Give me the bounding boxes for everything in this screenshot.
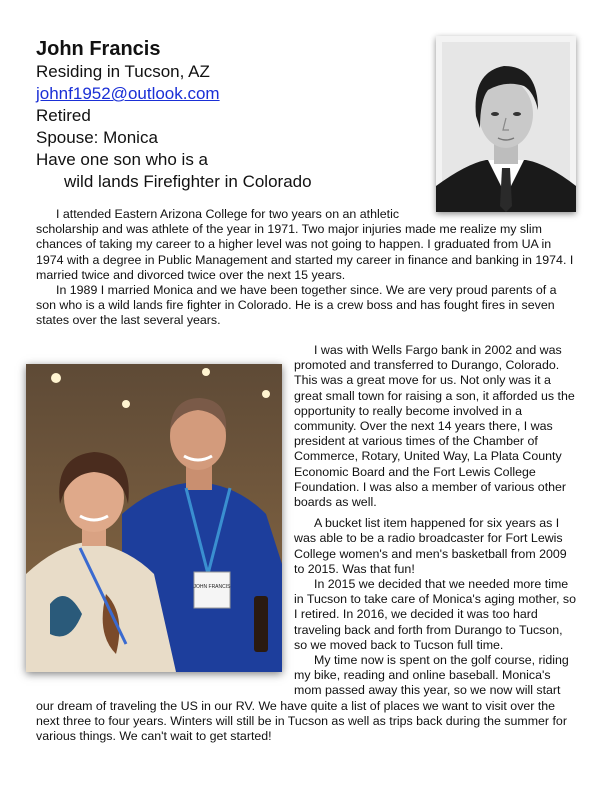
paragraph-retirement: In 2015 we decided that we needed more time in Tucson to take care of Monica's aging mother, so I retired. In 2016, we decided it was too hard traveling back and forth from Durango to Tucson, so we moved back to Tucson full time. [294,577,576,652]
profile-header [36,38,416,193]
son-line-1: Have one son who is a [36,150,208,169]
son-line-2: wild lands Firefighter in Colorado [64,172,312,191]
person-name: John Francis [36,38,161,60]
name-badge-text: JOHN FRANCIS [193,584,231,590]
yearbook-portrait [436,36,576,212]
biography-upper [36,207,576,329]
residence-line: Residing in Tucson, AZ [36,62,210,81]
paragraph-future: My time now is spent on the golf course, riding my bike, reading and online baseball. Monica's mom passed away this year, so we now will start our dream of traveling the US in our RV. We have quite a list of places we want to visit over the next three to four years. Winters will still be in Tucson as well as trips back during the summer for various things. We can't wait to get started! [36,653,569,744]
paragraph-education: I attended Eastern Arizona College for two years on an athletic scholarship and was athlete of the year in 1971. Two major injuries made me realize my slim chances of taking my career to a higher level was not going to happen. I graduated from UA in 1974 with a degree in Public Management and started my career in finance and banking in 1974. I married twice and divorced twice over the next 15 years. [36,207,574,282]
paragraph-career: I was with Wells Fargo bank in 2002 and was promoted and transferred to Durango, Colorado. This was a great move for us. Not only was it a great small town for raising a son, it afforded us the opportunity to really become involved in a community. Over the next 14 years there, I was president at various times of the Chamber of Commerce, Rotary, United Way, La Plata County Economic Board and the Fort Lewis College Foundation. I was also a member of various other boards as well. [294,343,575,510]
email-link[interactable]: johnf1952@outlook.com [36,84,220,103]
spouse-line: Spouse: Monica [36,128,158,147]
couple-photo [26,364,282,672]
paragraph-marriage: In 1989 I married Monica and we have been together since. We are very proud parents of a son who is a wild lands fire fighter in Colorado. He is a crew boss and has fought fires in seven states over the last several years. [36,283,557,328]
status-line: Retired [36,106,91,125]
paragraph-broadcaster: A bucket list item happened for six years as I was able to be a radio broadcaster for Fort Lewis College women's and men's basketball from 2009 to 2015. Was that fun! [294,516,567,576]
